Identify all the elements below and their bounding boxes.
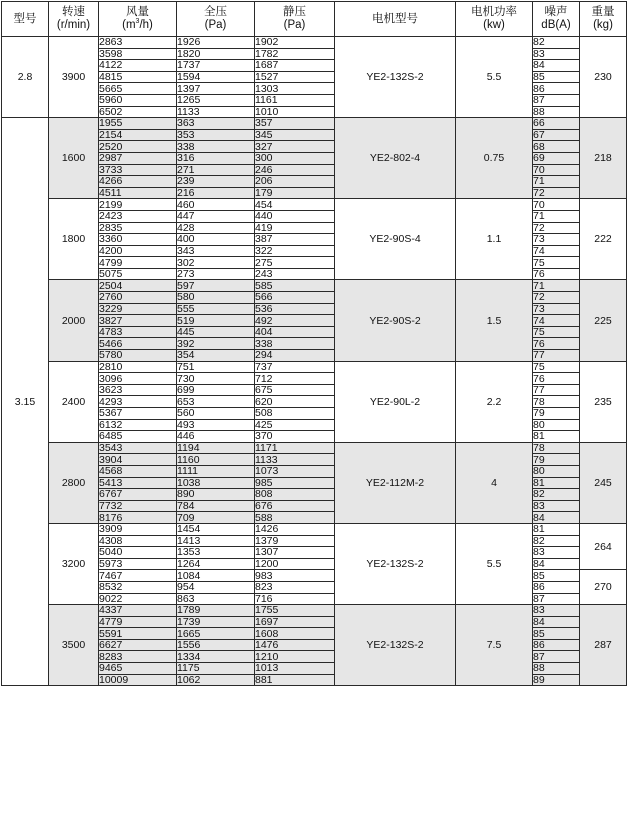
header-noise: 噪声 dB(A) <box>533 2 580 37</box>
flow-cell: 4783 <box>99 326 177 338</box>
static-pressure-cell: 536 <box>255 303 335 315</box>
motor-cell: YE2-132S-2 <box>335 523 456 604</box>
total-pressure-cell: 446 <box>177 431 255 443</box>
total-pressure-cell: 271 <box>177 164 255 176</box>
total-pressure-cell: 1265 <box>177 94 255 106</box>
total-pressure-cell: 751 <box>177 361 255 373</box>
total-pressure-cell: 447 <box>177 210 255 222</box>
static-pressure-cell: 1755 <box>255 605 335 617</box>
table-body <box>2 37 627 686</box>
total-pressure-cell: 863 <box>177 593 255 605</box>
static-pressure-cell: 425 <box>255 419 335 431</box>
noise-cell: 85 <box>533 71 580 83</box>
flow-cell: 2423 <box>99 210 177 222</box>
total-pressure-cell: 353 <box>177 129 255 141</box>
total-pressure-cell: 1084 <box>177 570 255 582</box>
flow-cell: 9022 <box>99 593 177 605</box>
header-motor: 电机型号 <box>335 2 456 37</box>
noise-cell: 76 <box>533 373 580 385</box>
flow-cell: 5960 <box>99 94 177 106</box>
static-pressure-cell: 1426 <box>255 523 335 535</box>
noise-cell: 70 <box>533 164 580 176</box>
static-pressure-cell: 387 <box>255 234 335 246</box>
noise-cell: 87 <box>533 651 580 663</box>
model-cell: 3.15 <box>2 118 49 686</box>
noise-cell: 81 <box>533 523 580 535</box>
total-pressure-cell: 1594 <box>177 71 255 83</box>
static-pressure-cell: 1782 <box>255 48 335 60</box>
table-row <box>2 523 627 535</box>
static-pressure-cell: 243 <box>255 268 335 280</box>
total-pressure-cell: 1820 <box>177 48 255 60</box>
total-pressure-cell: 954 <box>177 581 255 593</box>
flow-cell: 5466 <box>99 338 177 350</box>
noise-cell: 66 <box>533 118 580 130</box>
model-cell: 2.8 <box>2 37 49 118</box>
static-pressure-cell: 1476 <box>255 639 335 651</box>
noise-cell: 75 <box>533 361 580 373</box>
noise-cell: 85 <box>533 570 580 582</box>
total-pressure-cell: 1926 <box>177 37 255 49</box>
static-pressure-cell: 881 <box>255 674 335 686</box>
noise-cell: 79 <box>533 454 580 466</box>
noise-cell: 84 <box>533 512 580 524</box>
flow-cell: 5040 <box>99 547 177 559</box>
static-pressure-cell: 1697 <box>255 616 335 628</box>
power-cell: 0.75 <box>456 118 533 199</box>
static-pressure-cell: 983 <box>255 570 335 582</box>
header-power: 电机功率 (kw) <box>456 2 533 37</box>
static-pressure-cell: 1303 <box>255 83 335 95</box>
flow-cell: 10009 <box>99 674 177 686</box>
weight-cell: 264 <box>580 523 627 569</box>
table-row <box>2 199 627 211</box>
noise-cell: 75 <box>533 257 580 269</box>
flow-cell: 9465 <box>99 663 177 675</box>
total-pressure-cell: 653 <box>177 396 255 408</box>
static-pressure-cell: 1902 <box>255 37 335 49</box>
static-pressure-cell: 1161 <box>255 94 335 106</box>
static-pressure-cell: 737 <box>255 361 335 373</box>
static-pressure-cell: 357 <box>255 118 335 130</box>
static-pressure-cell: 508 <box>255 408 335 420</box>
total-pressure-cell: 302 <box>177 257 255 269</box>
motor-cell: YE2-132S-2 <box>335 605 456 686</box>
flow-cell: 3229 <box>99 303 177 315</box>
noise-cell: 82 <box>533 37 580 49</box>
speed-cell: 1800 <box>49 199 99 280</box>
noise-cell: 82 <box>533 535 580 547</box>
flow-cell: 2760 <box>99 292 177 304</box>
noise-cell: 71 <box>533 210 580 222</box>
motor-cell: YE2-90L-2 <box>335 361 456 442</box>
noise-cell: 80 <box>533 419 580 431</box>
flow-cell: 2520 <box>99 141 177 153</box>
static-pressure-cell: 676 <box>255 500 335 512</box>
total-pressure-cell: 239 <box>177 176 255 188</box>
total-pressure-cell: 343 <box>177 245 255 257</box>
noise-cell: 71 <box>533 280 580 292</box>
flow-cell: 7467 <box>99 570 177 582</box>
flow-cell: 4293 <box>99 396 177 408</box>
weight-cell: 222 <box>580 199 627 280</box>
flow-cell: 6627 <box>99 639 177 651</box>
speed-cell: 3900 <box>49 37 99 118</box>
static-pressure-cell: 454 <box>255 199 335 211</box>
total-pressure-cell: 519 <box>177 315 255 327</box>
static-pressure-cell: 808 <box>255 489 335 501</box>
flow-cell: 5413 <box>99 477 177 489</box>
power-cell: 5.5 <box>456 523 533 604</box>
noise-cell: 84 <box>533 616 580 628</box>
speed-cell: 3200 <box>49 523 99 604</box>
noise-cell: 88 <box>533 106 580 118</box>
noise-cell: 89 <box>533 674 580 686</box>
total-pressure-cell: 1160 <box>177 454 255 466</box>
flow-cell: 5591 <box>99 628 177 640</box>
table-row <box>2 605 627 617</box>
flow-cell: 4815 <box>99 71 177 83</box>
flow-cell: 3360 <box>99 234 177 246</box>
total-pressure-cell: 555 <box>177 303 255 315</box>
flow-cell: 3598 <box>99 48 177 60</box>
flow-cell: 2504 <box>99 280 177 292</box>
noise-cell: 83 <box>533 500 580 512</box>
total-pressure-cell: 784 <box>177 500 255 512</box>
total-pressure-cell: 428 <box>177 222 255 234</box>
header-speed: 转速 (r/min) <box>49 2 99 37</box>
noise-cell: 80 <box>533 465 580 477</box>
total-pressure-cell: 316 <box>177 152 255 164</box>
noise-cell: 67 <box>533 129 580 141</box>
noise-cell: 76 <box>533 268 580 280</box>
fan-spec-table <box>1 1 627 686</box>
static-pressure-cell: 327 <box>255 141 335 153</box>
power-cell: 1.5 <box>456 280 533 361</box>
total-pressure-cell: 1397 <box>177 83 255 95</box>
flow-cell: 5973 <box>99 558 177 570</box>
total-pressure-cell: 699 <box>177 384 255 396</box>
total-pressure-cell: 1454 <box>177 523 255 535</box>
static-pressure-cell: 294 <box>255 350 335 362</box>
total-pressure-cell: 493 <box>177 419 255 431</box>
total-pressure-cell: 580 <box>177 292 255 304</box>
total-pressure-cell: 1194 <box>177 442 255 454</box>
total-pressure-cell: 1789 <box>177 605 255 617</box>
noise-cell: 71 <box>533 176 580 188</box>
total-pressure-cell: 216 <box>177 187 255 199</box>
flow-cell: 4511 <box>99 187 177 199</box>
static-pressure-cell: 1210 <box>255 651 335 663</box>
weight-cell: 287 <box>580 605 627 686</box>
speed-cell: 2400 <box>49 361 99 442</box>
noise-cell: 79 <box>533 408 580 420</box>
flow-cell: 3623 <box>99 384 177 396</box>
total-pressure-cell: 273 <box>177 268 255 280</box>
static-pressure-cell: 985 <box>255 477 335 489</box>
static-pressure-cell: 322 <box>255 245 335 257</box>
table-row <box>2 442 627 454</box>
static-pressure-cell: 1687 <box>255 60 335 72</box>
total-pressure-cell: 1038 <box>177 477 255 489</box>
noise-cell: 69 <box>533 152 580 164</box>
flow-cell: 5075 <box>99 268 177 280</box>
noise-cell: 68 <box>533 141 580 153</box>
flow-cell: 4266 <box>99 176 177 188</box>
speed-cell: 1600 <box>49 118 99 199</box>
total-pressure-cell: 460 <box>177 199 255 211</box>
flow-cell: 3827 <box>99 315 177 327</box>
total-pressure-cell: 1353 <box>177 547 255 559</box>
noise-cell: 72 <box>533 187 580 199</box>
total-pressure-cell: 1556 <box>177 639 255 651</box>
static-pressure-cell: 712 <box>255 373 335 385</box>
flow-cell: 6132 <box>99 419 177 431</box>
flow-cell: 2863 <box>99 37 177 49</box>
motor-cell: YE2-132S-2 <box>335 37 456 118</box>
header-model: 型号 <box>2 2 49 37</box>
noise-cell: 86 <box>533 83 580 95</box>
static-pressure-cell: 404 <box>255 326 335 338</box>
static-pressure-cell: 823 <box>255 581 335 593</box>
total-pressure-cell: 1334 <box>177 651 255 663</box>
flow-cell: 8532 <box>99 581 177 593</box>
total-pressure-cell: 890 <box>177 489 255 501</box>
flow-cell: 3733 <box>99 164 177 176</box>
noise-cell: 72 <box>533 222 580 234</box>
motor-cell: YE2-90S-2 <box>335 280 456 361</box>
noise-cell: 78 <box>533 442 580 454</box>
header-total-pressure: 全压 (Pa) <box>177 2 255 37</box>
noise-cell: 84 <box>533 60 580 72</box>
static-pressure-cell: 1010 <box>255 106 335 118</box>
noise-cell: 73 <box>533 234 580 246</box>
noise-cell: 81 <box>533 431 580 443</box>
total-pressure-cell: 597 <box>177 280 255 292</box>
table-row <box>2 37 627 49</box>
static-pressure-cell: 440 <box>255 210 335 222</box>
noise-cell: 75 <box>533 326 580 338</box>
total-pressure-cell: 1111 <box>177 465 255 477</box>
total-pressure-cell: 560 <box>177 408 255 420</box>
speed-cell: 2800 <box>49 442 99 523</box>
header-weight: 重量 (kg) <box>580 2 627 37</box>
table-header <box>2 2 627 37</box>
power-cell: 2.2 <box>456 361 533 442</box>
noise-cell: 87 <box>533 94 580 106</box>
total-pressure-cell: 392 <box>177 338 255 350</box>
static-pressure-cell: 585 <box>255 280 335 292</box>
flow-cell: 7732 <box>99 500 177 512</box>
noise-cell: 77 <box>533 384 580 396</box>
flow-cell: 6485 <box>99 431 177 443</box>
static-pressure-cell: 620 <box>255 396 335 408</box>
total-pressure-cell: 1739 <box>177 616 255 628</box>
total-pressure-cell: 1665 <box>177 628 255 640</box>
total-pressure-cell: 1175 <box>177 663 255 675</box>
static-pressure-cell: 716 <box>255 593 335 605</box>
noise-cell: 83 <box>533 547 580 559</box>
static-pressure-cell: 1133 <box>255 454 335 466</box>
static-pressure-cell: 1013 <box>255 663 335 675</box>
noise-cell: 82 <box>533 489 580 501</box>
flow-cell: 3543 <box>99 442 177 454</box>
table-row <box>2 118 627 130</box>
noise-cell: 87 <box>533 593 580 605</box>
noise-cell: 77 <box>533 350 580 362</box>
flow-cell: 2835 <box>99 222 177 234</box>
static-pressure-cell: 1171 <box>255 442 335 454</box>
noise-cell: 86 <box>533 581 580 593</box>
static-pressure-cell: 1200 <box>255 558 335 570</box>
speed-cell: 3500 <box>49 605 99 686</box>
static-pressure-cell: 492 <box>255 315 335 327</box>
total-pressure-cell: 730 <box>177 373 255 385</box>
static-pressure-cell: 206 <box>255 176 335 188</box>
flow-cell: 5367 <box>99 408 177 420</box>
flow-cell: 4122 <box>99 60 177 72</box>
static-pressure-cell: 566 <box>255 292 335 304</box>
flow-cell: 5780 <box>99 350 177 362</box>
flow-cell: 2154 <box>99 129 177 141</box>
noise-cell: 70 <box>533 199 580 211</box>
total-pressure-cell: 445 <box>177 326 255 338</box>
noise-cell: 78 <box>533 396 580 408</box>
static-pressure-cell: 675 <box>255 384 335 396</box>
static-pressure-cell: 275 <box>255 257 335 269</box>
weight-cell: 235 <box>580 361 627 442</box>
static-pressure-cell: 1307 <box>255 547 335 559</box>
flow-cell: 4779 <box>99 616 177 628</box>
noise-cell: 83 <box>533 48 580 60</box>
total-pressure-cell: 1062 <box>177 674 255 686</box>
total-pressure-cell: 354 <box>177 350 255 362</box>
weight-cell: 245 <box>580 442 627 523</box>
total-pressure-cell: 363 <box>177 118 255 130</box>
static-pressure-cell: 1073 <box>255 465 335 477</box>
total-pressure-cell: 1264 <box>177 558 255 570</box>
motor-cell: YE2-90S-4 <box>335 199 456 280</box>
static-pressure-cell: 179 <box>255 187 335 199</box>
flow-cell: 2199 <box>99 199 177 211</box>
total-pressure-cell: 400 <box>177 234 255 246</box>
flow-cell: 4308 <box>99 535 177 547</box>
flow-cell: 3909 <box>99 523 177 535</box>
static-pressure-cell: 1379 <box>255 535 335 547</box>
static-pressure-cell: 300 <box>255 152 335 164</box>
static-pressure-cell: 588 <box>255 512 335 524</box>
flow-cell: 2810 <box>99 361 177 373</box>
static-pressure-cell: 419 <box>255 222 335 234</box>
flow-cell: 1955 <box>99 118 177 130</box>
table-row <box>2 361 627 373</box>
noise-cell: 84 <box>533 558 580 570</box>
noise-cell: 83 <box>533 605 580 617</box>
flow-cell: 8283 <box>99 651 177 663</box>
weight-cell: 225 <box>580 280 627 361</box>
noise-cell: 85 <box>533 628 580 640</box>
total-pressure-cell: 709 <box>177 512 255 524</box>
flow-cell: 3096 <box>99 373 177 385</box>
total-pressure-cell: 1413 <box>177 535 255 547</box>
power-cell: 4 <box>456 442 533 523</box>
weight-cell: 270 <box>580 570 627 605</box>
weight-cell: 218 <box>580 118 627 199</box>
header-flow: 风量 $(m^3/h)$ <box>99 2 177 37</box>
static-pressure-cell: 246 <box>255 164 335 176</box>
noise-cell: 73 <box>533 303 580 315</box>
table-row <box>2 280 627 292</box>
flow-cell: 4568 <box>99 465 177 477</box>
static-pressure-cell: 1608 <box>255 628 335 640</box>
flow-cell: 4337 <box>99 605 177 617</box>
flow-cell: 4200 <box>99 245 177 257</box>
static-pressure-cell: 370 <box>255 431 335 443</box>
noise-cell: 76 <box>533 338 580 350</box>
flow-cell: 6767 <box>99 489 177 501</box>
total-pressure-cell: 338 <box>177 141 255 153</box>
noise-cell: 74 <box>533 315 580 327</box>
power-cell: 5.5 <box>456 37 533 118</box>
power-cell: 7.5 <box>456 605 533 686</box>
weight-cell: 230 <box>580 37 627 118</box>
noise-cell: 81 <box>533 477 580 489</box>
flow-cell: 3904 <box>99 454 177 466</box>
flow-cell: 2987 <box>99 152 177 164</box>
header-static-pressure: 静压 (Pa) <box>255 2 335 37</box>
motor-cell: YE2-802-4 <box>335 118 456 199</box>
static-pressure-cell: 345 <box>255 129 335 141</box>
flow-cell: 4799 <box>99 257 177 269</box>
static-pressure-cell: 1527 <box>255 71 335 83</box>
power-cell: 1.1 <box>456 199 533 280</box>
speed-cell: 2000 <box>49 280 99 361</box>
noise-cell: 86 <box>533 639 580 651</box>
flow-cell: 6502 <box>99 106 177 118</box>
flow-cell: 8176 <box>99 512 177 524</box>
static-pressure-cell: 338 <box>255 338 335 350</box>
total-pressure-cell: 1133 <box>177 106 255 118</box>
noise-cell: 74 <box>533 245 580 257</box>
flow-cell: 5665 <box>99 83 177 95</box>
noise-cell: 88 <box>533 663 580 675</box>
total-pressure-cell: 1737 <box>177 60 255 72</box>
noise-cell: 72 <box>533 292 580 304</box>
motor-cell: YE2-112M-2 <box>335 442 456 523</box>
